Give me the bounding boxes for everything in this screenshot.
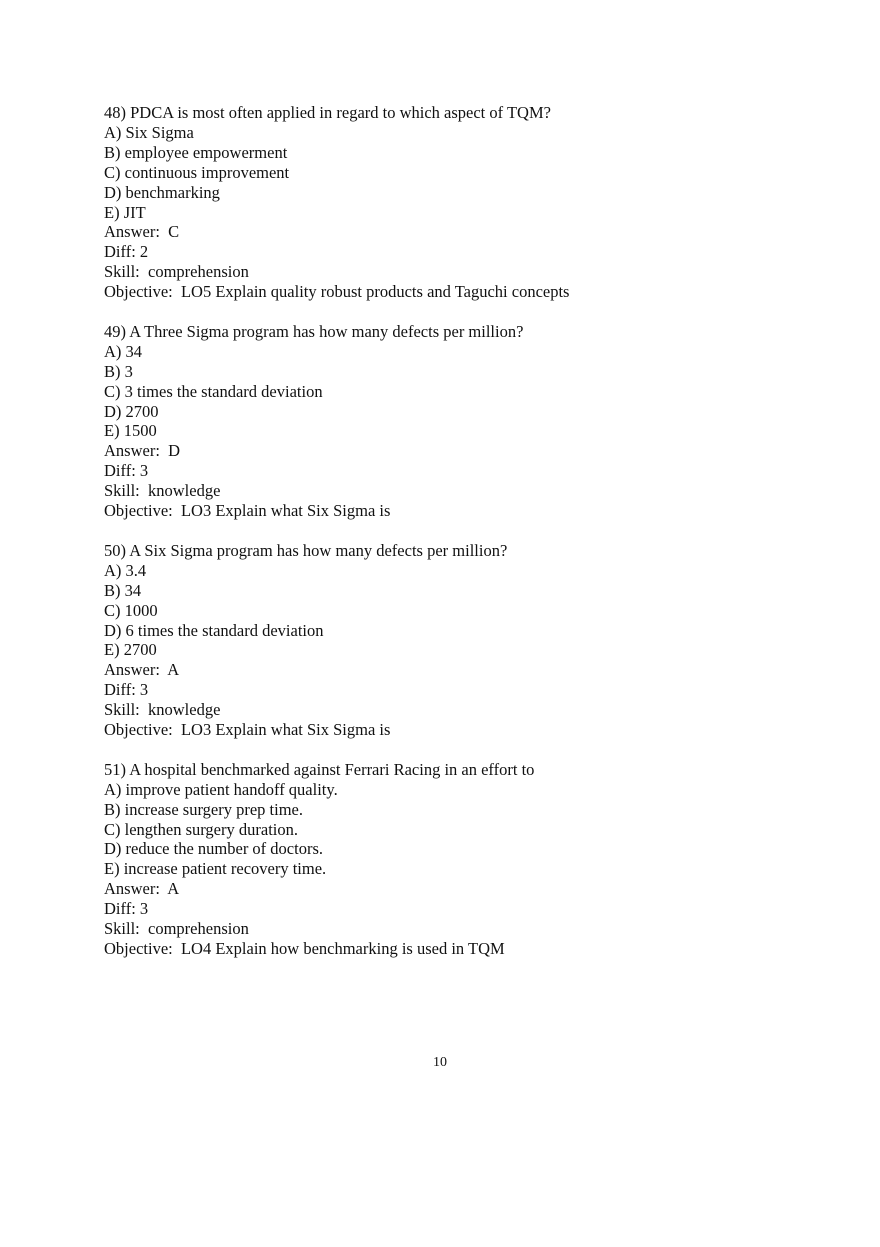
option-d: D) 2700	[104, 401, 159, 421]
question-text: 48) PDCA is most often applied in regard to which aspect of TQM?	[104, 103, 551, 122]
answer: Answer: C	[104, 222, 180, 242]
answer: Answer: A	[104, 879, 180, 899]
option-d: D) 6 times the standard deviation	[104, 620, 324, 640]
objective: Objective: LO3 Explain what Six Sigma is	[104, 720, 391, 740]
option-e: E) 1500	[104, 421, 157, 441]
option-e: E) 2700	[104, 640, 157, 660]
answer: Answer: D	[104, 441, 181, 461]
answer: Answer: A	[104, 660, 180, 680]
difficulty: Diff: 2	[104, 242, 149, 262]
skill: Skill: knowledge	[104, 481, 221, 501]
option-c: C) continuous improvement	[104, 162, 290, 182]
question-50	[104, 541, 824, 740]
option-d: D) reduce the number of doctors.	[104, 839, 324, 859]
question-51	[104, 760, 824, 959]
option-e: E) JIT	[104, 202, 146, 222]
option-c: C) lengthen surgery duration.	[104, 819, 298, 839]
objective: Objective: LO3 Explain what Six Sigma is	[104, 501, 391, 521]
difficulty: Diff: 3	[104, 899, 149, 919]
objective: Objective: LO5 Explain quality robust products and Taguchi concepts	[104, 282, 570, 302]
skill: Skill: knowledge	[104, 700, 221, 720]
difficulty: Diff: 3	[104, 461, 149, 481]
option-e: E) increase patient recovery time.	[104, 859, 327, 879]
skill: Skill: comprehension	[104, 919, 249, 939]
question-text: 49) A Three Sigma program has how many defects per million?	[104, 321, 524, 341]
difficulty: Diff: 3	[104, 680, 149, 700]
skill: Skill: comprehension	[104, 262, 249, 282]
option-a: A) 34	[104, 341, 143, 361]
question-48	[104, 103, 824, 302]
question-49	[104, 322, 824, 521]
objective: Objective: LO4 Explain how benchmarking is used in TQM	[104, 939, 505, 959]
page-content	[104, 103, 824, 979]
option-c: C) 3 times the standard deviation	[104, 381, 323, 401]
question-text: 51) A hospital benchmarked against Ferrari Racing in an effort to	[104, 759, 535, 779]
option-d: D) benchmarking	[104, 182, 220, 202]
option-a: A) 3.4	[104, 560, 147, 580]
option-b: B) 34	[104, 580, 142, 600]
option-a: A) Six Sigma	[104, 122, 194, 142]
option-b: B) employee empowerment	[104, 142, 288, 162]
option-b: B) increase surgery prep time.	[104, 799, 303, 819]
option-c: C) 1000	[104, 600, 158, 620]
question-text: 50) A Six Sigma program has how many defects per million?	[104, 540, 508, 560]
page-number: 10	[433, 1055, 447, 1070]
option-b: B) 3	[104, 361, 133, 381]
option-a: A) improve patient handoff quality.	[104, 779, 338, 799]
